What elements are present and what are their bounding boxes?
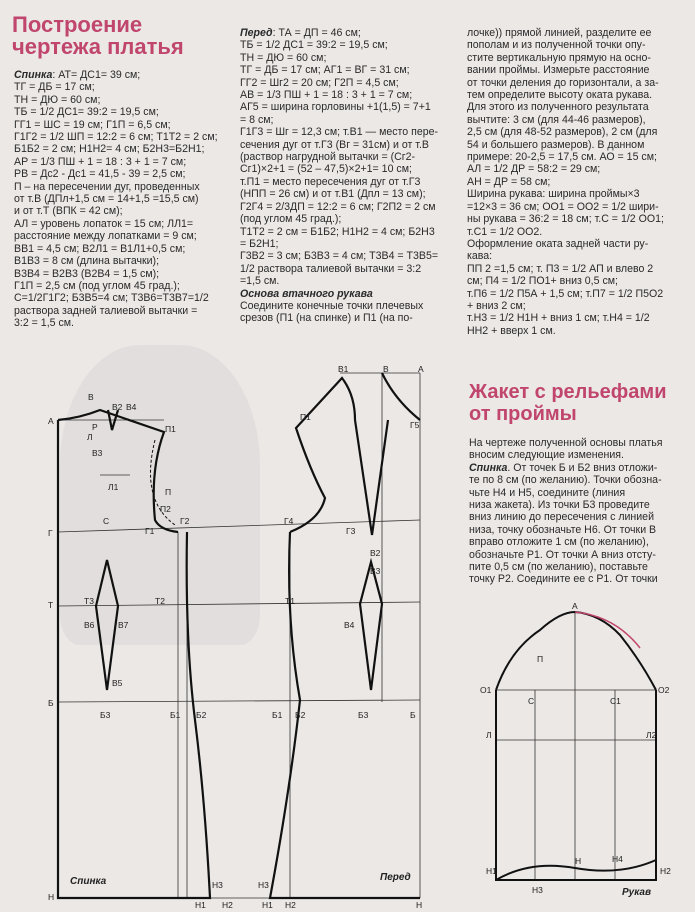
mid-line: срезов (П1 (на спинке) и П1 (на по- (240, 312, 413, 325)
label-V4-front: В4 (344, 620, 355, 630)
label-T3: Т3 (84, 596, 94, 606)
jacket-title-line-1: Жакет с рельефами (469, 381, 667, 403)
mid-line: ТБ = 1/2 ДС1 = 39:2 = 19,5 см; (240, 39, 388, 52)
label-V1: В1 (338, 364, 349, 374)
mid-heading: Перед (240, 27, 273, 39)
left-line: В3В4 = В2В3 (В2В4 = 1,5 см); (14, 267, 160, 280)
mid-sub-heading: Основа втачного рукава (240, 287, 373, 300)
caption-back: Спинка (70, 876, 107, 887)
left-line: РВ = Дс2 - Дс1 = 41,5 - 39 = 2,5 см; (14, 168, 186, 181)
right-line: пополам и из полученной точки опу- (467, 39, 646, 52)
left-line: от т.В (ДПл+1,5 см = 14+1,5 =15,5 см) (14, 193, 199, 206)
jacket-title-line-2: от проймы (469, 403, 577, 425)
left-line: АЛ = уровень лопаток = 15 см; ЛЛ1= (14, 217, 194, 230)
mid-line: сечения дуг от т.Г3 (Вг = 31см) и от т.В (240, 138, 429, 151)
mid-line: (раствор нагрудной вытачки = (Сг2- (240, 151, 416, 164)
mid-line: Соедините конечные точки плечевых (240, 299, 424, 312)
label-L: Л (87, 432, 93, 442)
label-T: Т (48, 600, 54, 610)
right-line: АЛ = 1/2 ДР = 58:2 = 29 см; (467, 163, 601, 176)
left-line: ВВ1 = 4,5 см; В2Л1 = В1Л1+0,5 см; (14, 242, 186, 255)
left-heading: Спинка (14, 69, 53, 81)
left-line: П – на пересечении дуг, проведенных (14, 180, 200, 193)
label-H2-front: Н2 (285, 900, 296, 910)
left-line: раствора задней талиевой вытачки = (14, 304, 198, 317)
label-A: А (48, 416, 54, 426)
mid-line: т.П1 = место пересечения дуг от т.Г3 (240, 175, 421, 188)
mid-line: Сг1)×2+1 = (52 – 47,5)×2+1= 10 см; (240, 163, 412, 176)
mid-line: ТН = ДЮ = 60 см; (240, 51, 327, 64)
label-V6: В6 (84, 620, 95, 630)
right-line: 54 и большего размеров). В данном (467, 138, 645, 151)
label-V2: В2 (112, 402, 123, 412)
right-line: тем определите высоту оката рукава. (467, 89, 653, 102)
jacket-line: низа, точку обозначьте Н6. От точки В (469, 523, 657, 536)
right-line: + вниз 2 см; (467, 299, 526, 312)
label-P2: П2 (160, 504, 171, 514)
sleeve-label-H4: Н4 (612, 854, 623, 864)
label-G4: Г4 (284, 516, 294, 526)
left-line: Г1П = 2,5 см (под углом 45 град.); (14, 279, 180, 292)
label-G: Г (48, 528, 53, 538)
jacket-line: вниз линию до пересечения с линией (469, 511, 654, 524)
right-line: 2,5 см (для 48-52 размеров), 2 см (для (467, 126, 658, 139)
label-R: Р (92, 422, 98, 432)
right-line: Для этого из полученного результата (467, 101, 649, 114)
left-title-line-1: Построение (12, 12, 143, 37)
left-line: С=1/2Г1Г2; Б3В5=4 см; Т3В6=Т3В7=1/2 (14, 292, 209, 305)
left-line: и от т.Т (ВПК = 42 см); (14, 205, 123, 218)
jacket-line: На чертеже полученной основы платья (469, 437, 663, 449)
left-line: Б1Б2 = 2 см; Н1Н2= 4 см; Б2Н3=Б2Н1; (14, 143, 205, 156)
right-line: примере: 20-2,5 = 17,5 см. АО = 15 см; (467, 151, 657, 164)
label-H2: Н2 (222, 900, 233, 910)
label-P: П (165, 487, 172, 497)
jacket-line: вправо отложите 1 см (по желанию), (469, 536, 649, 549)
right-line: Оформление оката задней части ру- (467, 237, 649, 250)
left-line: ТН = ДЮ = 60 см; (14, 93, 101, 106)
label-H: Н (48, 892, 55, 902)
jacket-line: обозначьте Р1. От точки А вниз отсту- (469, 548, 656, 561)
label-A-front: А (418, 364, 424, 374)
label-H3-front: Н3 (258, 880, 269, 890)
label-B1-front: Б1 (272, 710, 283, 720)
label-C: С (103, 516, 110, 526)
label-H-front: Н (416, 900, 423, 910)
right-line: АН = ДР = 58 см; (467, 175, 551, 188)
caption-front: Перед (380, 872, 411, 883)
jacket-heading: Спинка (469, 461, 508, 474)
jacket-line-text: . От точек Б и Б2 вниз отложи- (507, 461, 658, 474)
label-H3: Н3 (212, 880, 223, 890)
sleeve-label-P: П (537, 654, 544, 664)
right-line: вании проймы. Измерьте расстояние (467, 64, 650, 77)
label-B1: Б1 (170, 710, 181, 720)
right-line: вычтите: 3 см (для 44-46 размеров), (467, 113, 646, 126)
mid-line: 1/2 раствора талиевой вытачки = 3:2 (240, 262, 422, 275)
caption-sleeve: Рукав (622, 887, 652, 898)
left-line: ГГ1 = ШС = 19 см; Г1П = 6,5 см; (14, 118, 171, 131)
mid-line: ГГ2 = Шг2 = 20 см; Г2П = 4,5 см; (240, 76, 399, 89)
label-V5: В5 (112, 678, 123, 688)
sleeve-label-L2: Л2 (646, 730, 657, 740)
label-H1-front: Н1 (262, 900, 273, 910)
sleeve-label-H1: Н1 (486, 866, 497, 876)
right-line: НН2 + вверх 1 см. (467, 324, 556, 337)
label-B: Б (48, 698, 54, 708)
left-line: расстояние между лопатками = 9 см; (14, 230, 197, 243)
left-title-line-2: чертежа платья (12, 34, 184, 59)
mid-line: АВ = 1/3 ПШ + 1 = 18 : 3 + 1 = 7 см; (240, 89, 413, 102)
label-B3: Б3 (100, 710, 111, 720)
right-line: т.Н3 = 1/2 Н1Н + вниз 1 см; т.Н4 = 1/2 (467, 312, 650, 325)
label-V3-front: В3 (370, 566, 381, 576)
right-line: Ширина рукава: ширина проймы×3 (467, 188, 640, 201)
left-line: Г1Г2 = 1/2 ШП = 12:2 = 6 см; Т1Т2 = 2 см; (14, 131, 218, 144)
sleeve-label-L: Л (486, 730, 492, 740)
right-line: см; П4 = 1/2 ПО1+ вниз 0,5 см; (467, 275, 618, 288)
jacket-line: точку Р2. Соедините ее с Р1. От точки (469, 573, 658, 586)
sleeve-label-H3: Н3 (532, 885, 543, 895)
mid-line: = Б2Н1; (240, 237, 279, 250)
mid-line: =1,5 см. (240, 275, 280, 288)
right-line: ны рукава = 36:2 = 18 см; т.С = 1/2 ОО1; (467, 213, 664, 226)
label-B2: Б2 (196, 710, 207, 720)
label-V3: В3 (92, 448, 103, 458)
mid-line-text: : ТА = ДП = 46 см; (272, 27, 361, 39)
jacket-line: чьте Н4 и Н5, соедините (линия (469, 486, 626, 499)
mid-line: (НПП = 26 см) и от т.В1 (Дпл = 13 см); (240, 188, 426, 201)
sleeve-label-C1: С1 (610, 696, 621, 706)
label-V-front: В (383, 364, 389, 374)
label-T2: Т2 (155, 596, 165, 606)
left-line: В1В3 = 8 см (длина вытачки); (14, 255, 160, 268)
jacket-line: пите 0,5 см (по желанию), поставьте (469, 561, 648, 574)
sleeve-label-O2: О2 (658, 685, 670, 695)
right-line: т.С1 = 1/2 ОО2. (467, 225, 543, 238)
right-line: лочке)) прямой линией, разделите ее (467, 27, 652, 39)
sleeve-label-H2: Н2 (660, 866, 671, 876)
mid-line: (под углом 45 град.); (240, 213, 342, 226)
label-L1: Л1 (108, 482, 119, 492)
label-G1: Г1 (145, 526, 155, 536)
sleeve-label-C: С (528, 696, 535, 706)
left-line: ТГ = ДБ = 17 см; (14, 81, 95, 94)
label-G5: Г5 (410, 420, 420, 430)
label-V2-front: В2 (370, 548, 381, 558)
right-line: кава: (467, 250, 493, 263)
jacket-line: те по 8 см (по желанию). Точки обозна- (469, 474, 662, 487)
mid-line: Г1Г3 = Шг = 12,3 см; т.В1 — место пере- (240, 126, 439, 139)
label-V7: В7 (118, 620, 129, 630)
right-line: стите вертикальную прямую на осно- (467, 51, 651, 64)
mid-line: = 8 см; (240, 113, 274, 126)
label-B3-front: Б3 (358, 710, 369, 720)
mid-line: Г2Г4 = 2/3ДП = 12:2 = 6 см; Г2П2 = 2 см (240, 200, 436, 213)
right-line: т.П6 = 1/2 П5А + 1,5 см; т.П7 = 1/2 П5О2 (467, 287, 664, 300)
label-P1-front: П1 (300, 412, 311, 422)
label-G2: Г2 (180, 516, 190, 526)
label-B-front: Б (410, 710, 416, 720)
label-H1: Н1 (195, 900, 206, 910)
mid-line: ТГ = ДБ = 17 см; АГ1 = ВГ = 31 см; (240, 64, 410, 77)
left-line: АР = 1/3 ПШ + 1 = 18 : 3 + 1 = 7 см; (14, 155, 187, 168)
label-P1: П1 (165, 424, 176, 434)
right-line: =12×3 = 36 см; ОО1 = ОО2 = 1/2 шири- (467, 200, 659, 213)
sleeve-label-H: Н (575, 856, 582, 866)
left-line: ТБ = 1/2 ДС1= 39:2 = 19,5 см; (14, 106, 159, 119)
left-line: 3:2 = 1,5 см. (14, 317, 74, 330)
label-T1: Т1 (285, 596, 295, 606)
mid-line: Т1Т2 = 2 см = Б1Б2; Н1Н2 = 4 см; Б2Н3 (240, 225, 435, 238)
mid-line: АГ5 = ширина горловины +1(1,5) = 7+1 (240, 101, 431, 114)
jacket-line: низа жакета). Из точки Б3 проведите (469, 499, 650, 512)
left-line-text: : АТ= ДС1= 39 см; (52, 69, 141, 81)
sleeve-label-O1: О1 (480, 685, 492, 695)
right-line: от точки деления до горизонтали, а за- (467, 76, 659, 89)
right-line: ПП 2 =1,5 см; т. П3 = 1/2 АП и влево 2 (467, 262, 654, 275)
label-V: В (88, 392, 94, 402)
label-G3: Г3 (346, 526, 356, 536)
sleeve-label-A: А (572, 601, 578, 611)
label-B2-front: Б2 (295, 710, 306, 720)
jacket-line: вносим следующие изменения. (469, 449, 624, 462)
label-V4: В4 (126, 402, 137, 412)
mid-line: Г3В2 = 3 см; Б3В3 = 4 см; Т3В4 = Т3В5= (240, 250, 439, 263)
